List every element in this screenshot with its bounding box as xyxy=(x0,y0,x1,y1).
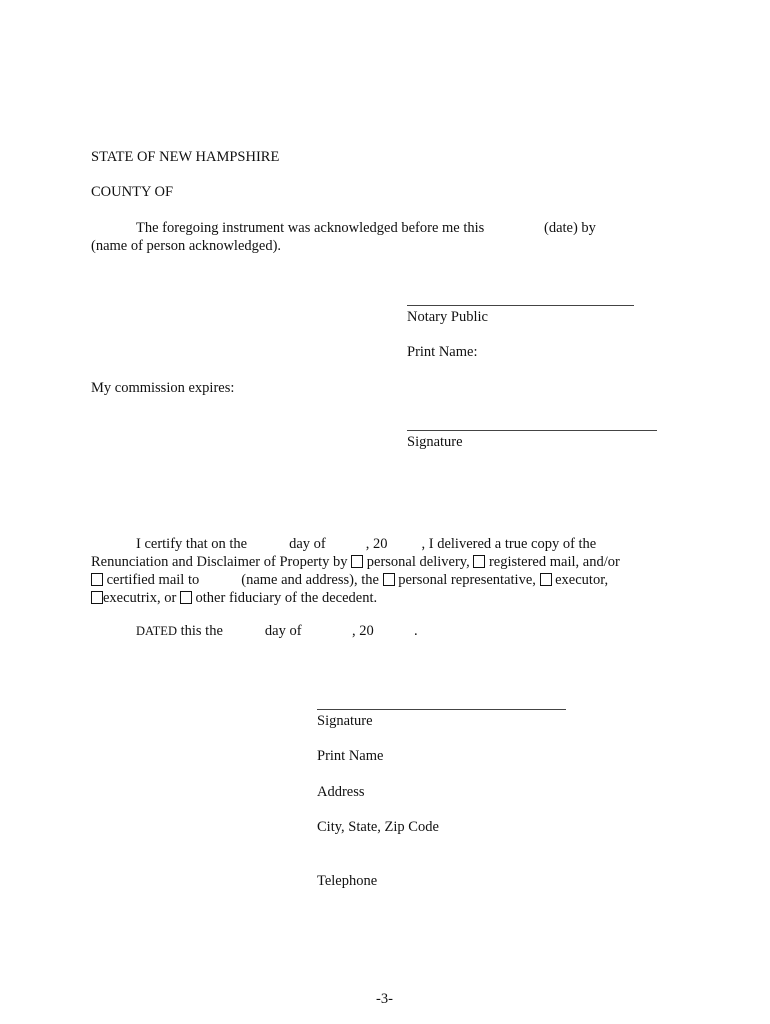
dated-this-the: this the xyxy=(180,623,223,639)
signer-print-name-label: Print Name xyxy=(317,748,384,764)
dated-year: , 20 xyxy=(352,623,374,639)
acknowledgment-text: The foregoing instrument was acknowledged before me this xyxy=(136,220,485,236)
other-fiduciary-checkbox[interactable] xyxy=(180,591,192,604)
acknowledged-person-label: (name of person acknowledged). xyxy=(91,238,282,254)
executor-checkbox[interactable] xyxy=(540,573,552,586)
signer-address-label: Address xyxy=(317,784,365,800)
certification-line-4 xyxy=(91,589,377,607)
notary-second-signature-line xyxy=(407,430,657,431)
executrix-label: executrix, or xyxy=(103,590,177,606)
personal-delivery-checkbox[interactable] xyxy=(351,555,363,568)
commission-expires-label: My commission expires: xyxy=(91,380,235,396)
personal-delivery-label: personal delivery, xyxy=(366,554,470,570)
executor-label: executor, xyxy=(555,572,609,588)
notary-signature-label: Signature xyxy=(407,434,463,450)
signer-signature-line xyxy=(317,709,566,710)
certified-mail-label: certified mail to xyxy=(106,572,200,588)
signer-telephone-label: Telephone xyxy=(317,873,378,889)
cert-text-year: , 20 xyxy=(365,536,388,552)
notary-public-label: Notary Public xyxy=(407,309,488,325)
county-heading: COUNTY OF xyxy=(91,184,174,200)
cert-text-day-of: day of xyxy=(289,536,326,552)
other-fiduciary-label: other fiduciary of the decedent. xyxy=(195,590,378,606)
acknowledgment-date-label: (date) by xyxy=(544,220,596,236)
page-number: -3- xyxy=(376,991,393,1007)
notary-signature-line xyxy=(407,305,634,306)
personal-representative-checkbox[interactable] xyxy=(383,573,395,586)
certification-line-3 xyxy=(91,571,608,589)
state-heading: STATE OF NEW HAMPSHIRE xyxy=(91,149,280,165)
signer-city-state-zip-label: City, State, Zip Code xyxy=(317,819,439,835)
dated-line xyxy=(136,622,302,640)
certification-line-1 xyxy=(136,535,596,553)
signer-signature-label: Signature xyxy=(317,713,373,729)
dated-period: . xyxy=(414,623,418,639)
cert-text-delivered: , I delivered a true copy of the xyxy=(421,536,597,552)
notary-print-name-label: Print Name: xyxy=(407,344,478,360)
certification-line-2 xyxy=(91,553,620,571)
certified-mail-checkbox[interactable] xyxy=(91,573,103,586)
executrix-checkbox[interactable] xyxy=(91,591,103,604)
cert-text-renunciation: Renunciation and Disclaimer of Property by xyxy=(91,554,348,570)
name-and-address-label: (name and address), the xyxy=(241,572,379,588)
dated-day-of: day of xyxy=(264,623,302,639)
personal-representative-label: personal representative, xyxy=(398,572,536,588)
cert-text-certify: I certify that on the xyxy=(136,536,248,552)
registered-mail-checkbox[interactable] xyxy=(473,555,485,568)
dated-word: DATED xyxy=(136,624,177,638)
registered-mail-label: registered mail, and/or xyxy=(488,554,620,570)
